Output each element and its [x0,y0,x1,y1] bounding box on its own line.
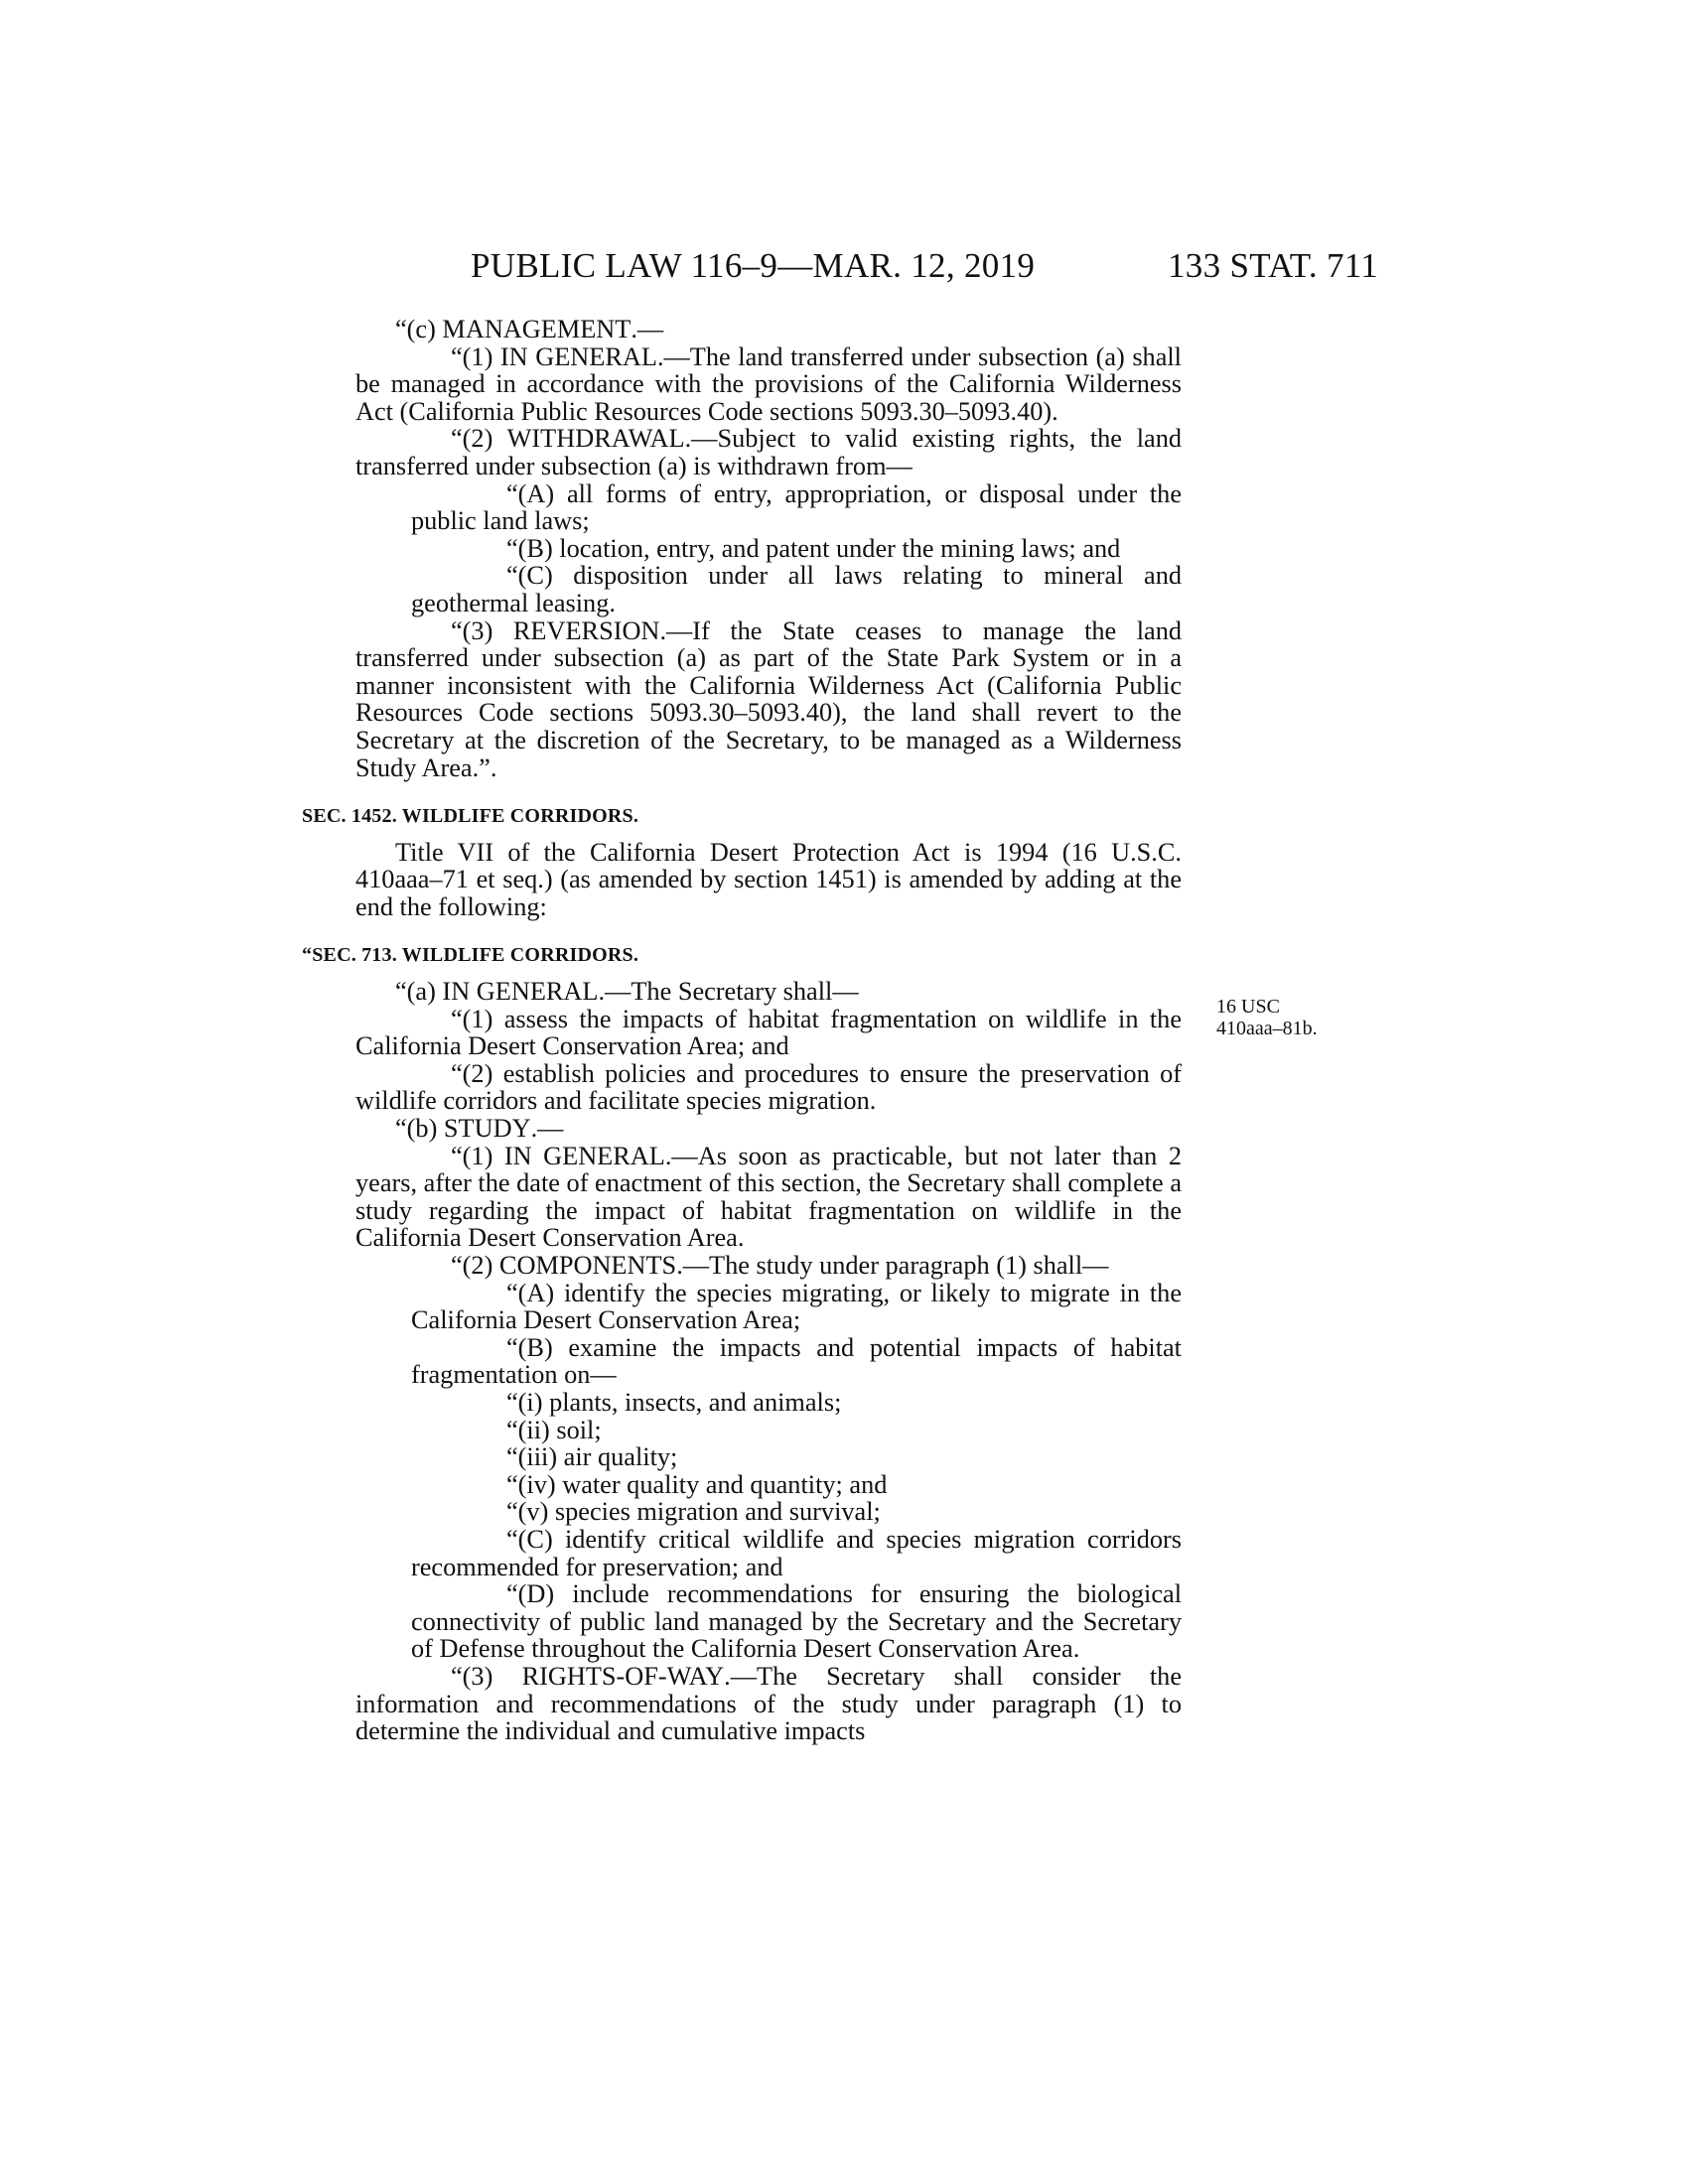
page-header-title: PUBLIC LAW 116–9—MAR. 12, 2019 [471,246,1036,285]
page-header-stat-number: 133 STAT. 711 [1168,246,1379,285]
clause-b2-B-iii: “(iii) air quality; [506,1442,678,1472]
section-1452-heading: SEC. 1452. WILDLIFE CORRIDORS. [302,805,639,828]
paragraph-b3: “(3) RIGHTS-OF-WAY.—The Secretary shall consider the information and recommendations of the study under paragraph (1) to determine the individual and cumulative impacts [355,1661,1182,1746]
document-body [302,315,1182,1746]
paragraph-b2-D: “(D) include recommendations for ensuring the biological connectivity of public land managed by the Secretary and the Secretary of Defense throughout the California Desert Conservation Area. [411,1579,1182,1664]
clause-b2-B-ii: “(ii) soil; [506,1415,602,1444]
paragraph-c3: “(3) REVERSION.—If the State ceases to manage the land transferred under subsection (a) as part of the State Park System or in a manner inconsistent with the California Wilderness Act (California Public Resources Code sections 5093.30–5093.40), the land shall revert to the Secretary at the discretion of the Secretary, to be managed as a Wilderness Study Area.”. [355,615,1182,782]
paragraph-c1: “(1) IN GENERAL.—The land transferred under subsection (a) shall be managed in accordance with the provisions of the California Wilderness Act (California Public Resources Code sections 5093.30–5093.40). [355,341,1182,426]
subsection-c-heading: “(c) MANAGEMENT.— [395,315,664,343]
subsection-a-heading: “(a) IN GENERAL.—The Secretary shall— [395,977,859,1007]
paragraph-b2-B: “(B) examine the impacts and potential impacts of habitat fragmentation on— [411,1332,1182,1390]
paragraph-a2: “(2) establish policies and procedures to ensure the preservation of wildlife corridors and facilitate species migration. [355,1058,1182,1116]
paragraph-a1: “(1) assess the impacts of habitat fragmentation on wildlife in the California Desert Conservation Area; and [355,1004,1182,1061]
clause-b2-B-v: “(v) species migration and survival; [506,1497,881,1527]
paragraph-c2: “(2) WITHDRAWAL.—Subject to valid existing rights, the land transferred under subsection (a) is withdrawn from— [355,424,1182,480]
paragraph-b1: “(1) IN GENERAL.—As soon as practicable, but not later than 2 years, after the date of enactment of this section, the Secretary shall complete a study regarding the impact of habitat fragmentation on wildlife in the California Desert Conservation Area. [355,1141,1182,1253]
subsection-b-heading: “(b) STUDY.— [395,1114,564,1144]
margin-citation-line1: 16 USC [1216,996,1280,1018]
margin-citation-line2: 410aaa–81b. [1216,1018,1318,1039]
clause-b2-B-i: “(i) plants, insects, and animals; [506,1387,842,1417]
clause-b2-B-iv: “(iv) water quality and quantity; and [506,1469,888,1499]
paragraph-c2-C: “(C) disposition under all laws relating to mineral and geothermal leasing. [411,561,1182,617]
paragraph-b2-C: “(C) identify critical wildlife and species migration corridors recommended for preservation; and [411,1524,1182,1581]
paragraph-c2-A: “(A) all forms of entry, appropriation, or disposal under the public land laws; [411,478,1182,536]
paragraph-b2: “(2) COMPONENTS.—The study under paragraph (1) shall— [451,1251,1109,1280]
section-713-heading: “SEC. 713. WILDLIFE CORRIDORS. [302,944,639,967]
margin-citation [1216,996,1318,1039]
paragraph-c2-B: “(B) location, entry, and patent under the mining laws; and [506,533,1121,563]
section-1452-text: Title VII of the California Desert Protection Act is 1994 (16 U.S.C. 410aaa–71 et seq.) (as amended by section 1451) is amended by adding at the end the following: [355,837,1182,921]
paragraph-b2-A: “(A) identify the species migrating, or likely to migrate in the California Desert Conservation Area; [411,1278,1182,1335]
